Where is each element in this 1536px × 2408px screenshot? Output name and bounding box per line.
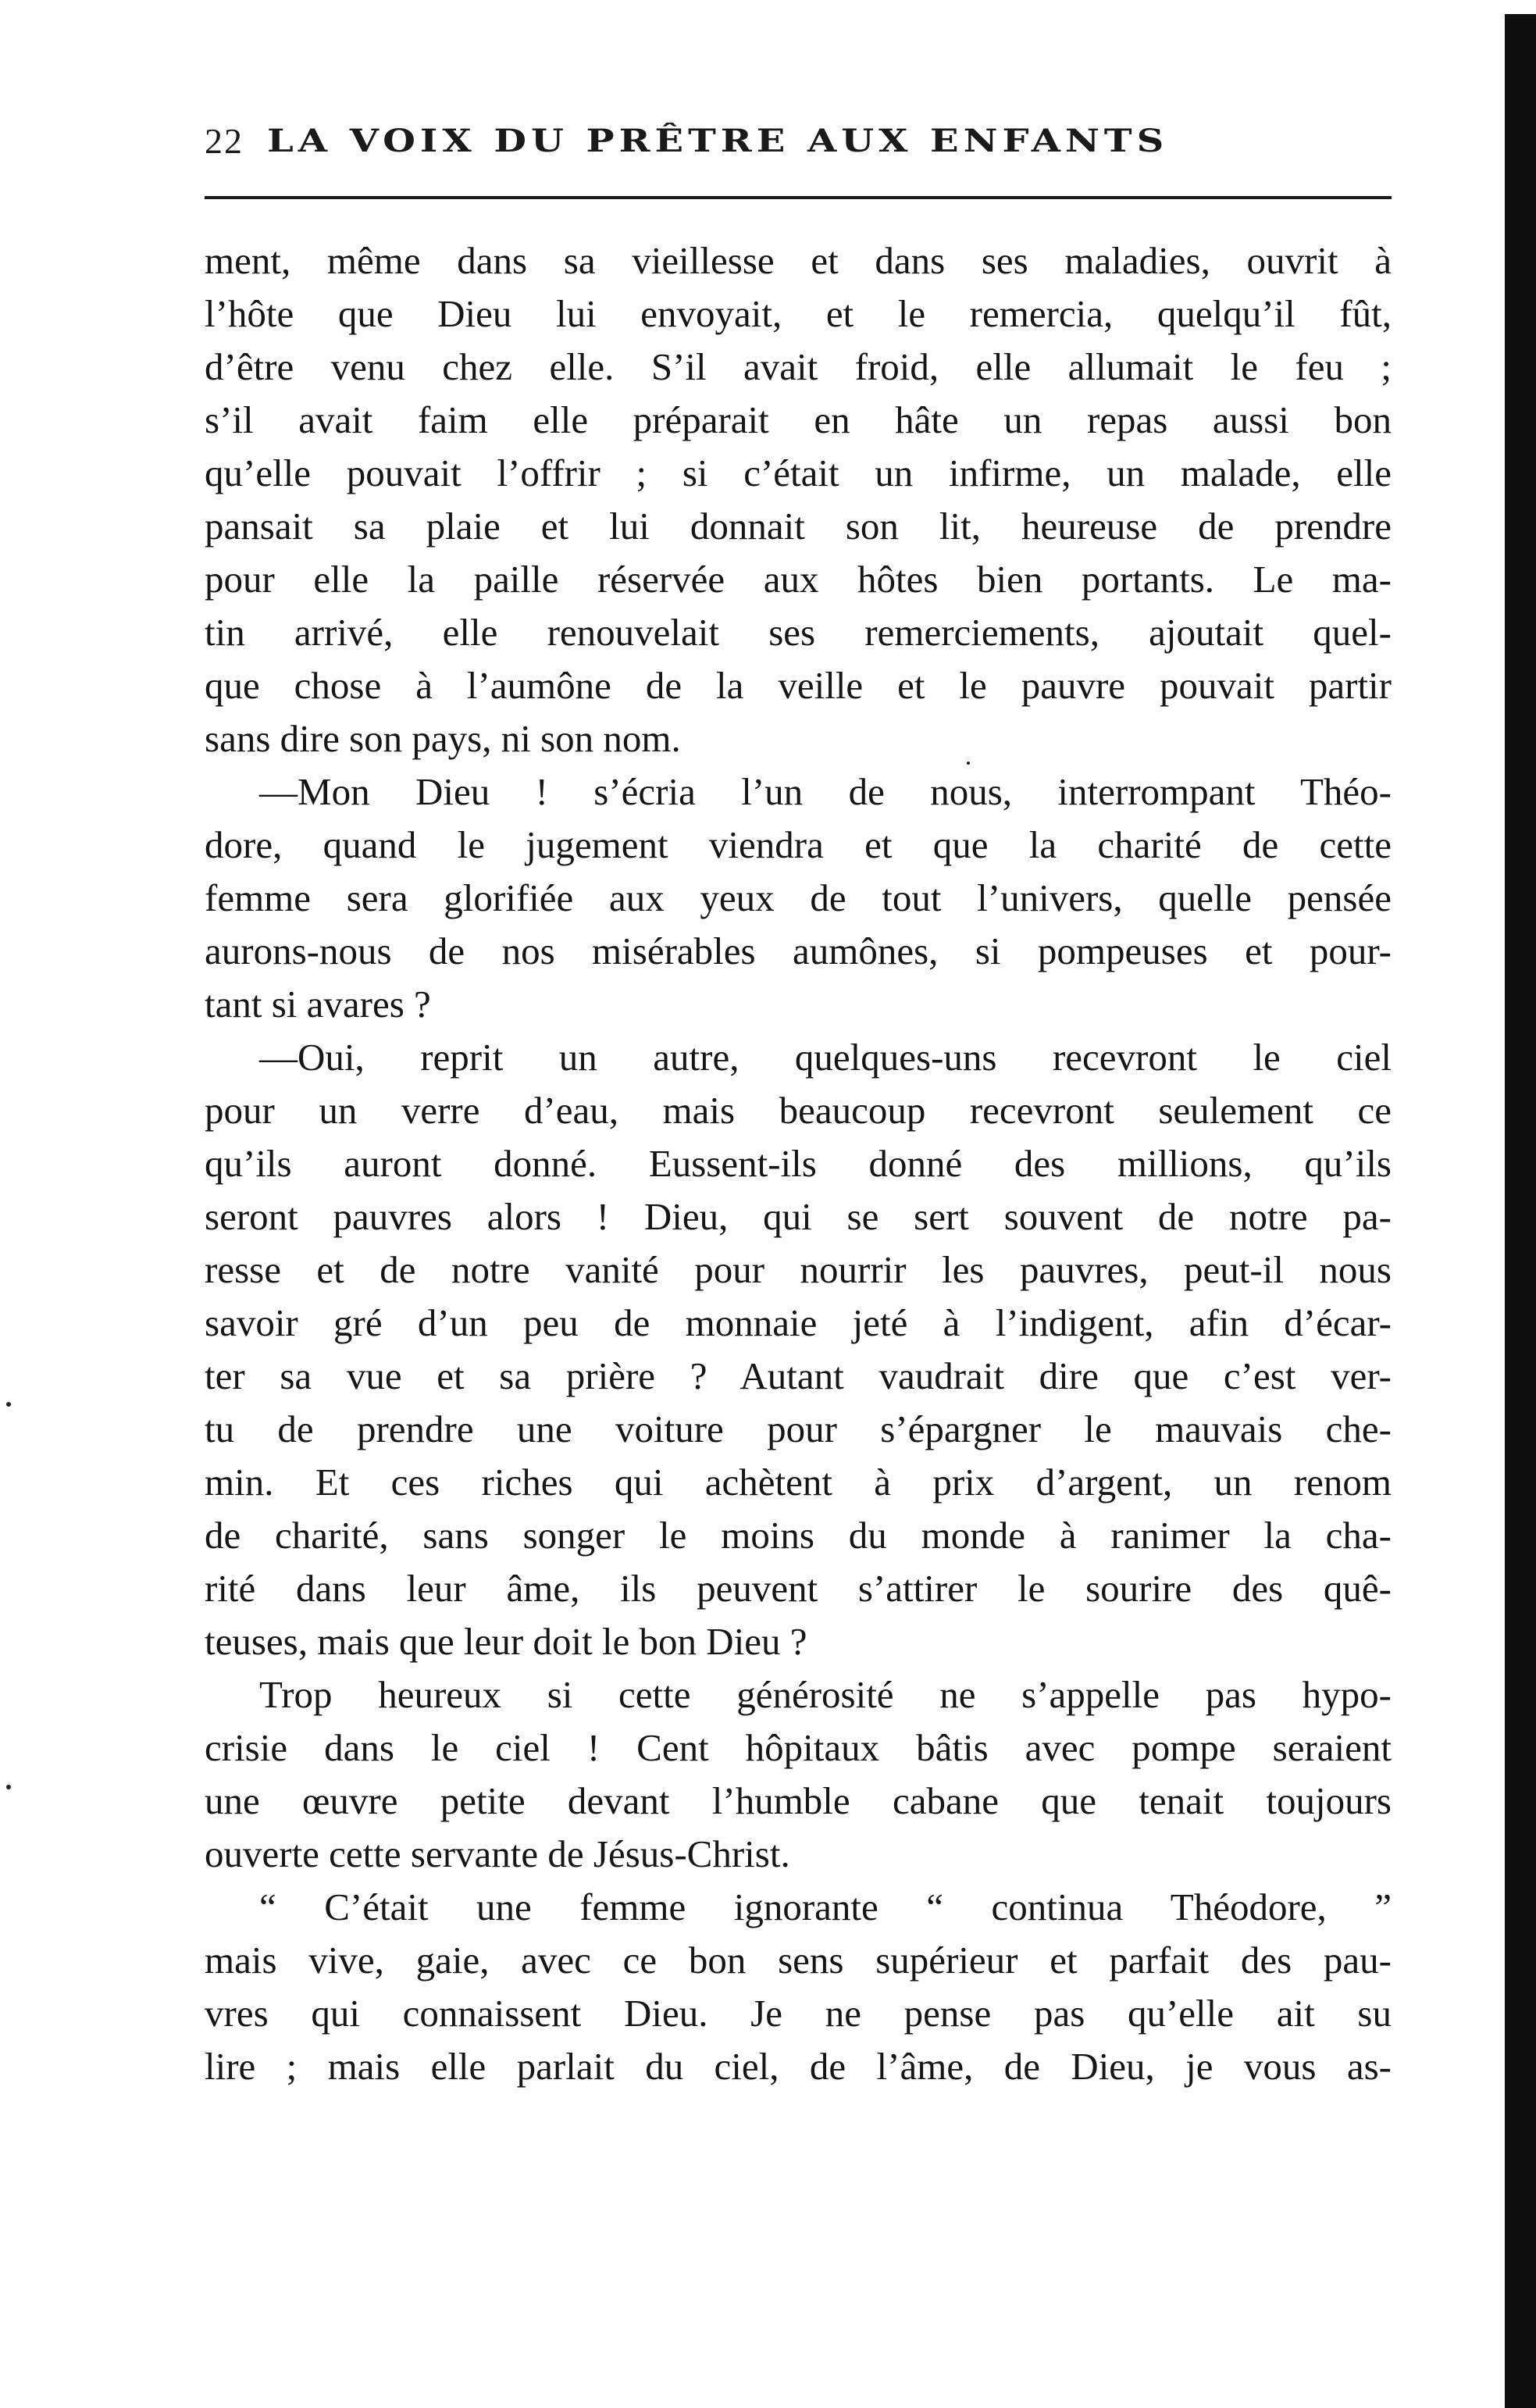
text-line: une œuvre petite devant l’humble cabane que tenait toujours xyxy=(205,1779,1392,1822)
text-line: “ C’était une femme ignorante “ continua Théodore, ” xyxy=(259,1885,1392,1928)
text-line: min. Et ces riches qui achètent à prix d’argent, un renom xyxy=(205,1461,1392,1504)
text-line: tu de prendre une voiture pour s’épargner le mauvais che- xyxy=(205,1407,1392,1450)
text-line: aurons-nous de nos misérables aumônes, si pompeuses et pour- xyxy=(205,929,1392,972)
text-line: lire ; mais elle parlait du ciel, de l’âme, de Dieu, je vous as- xyxy=(205,2045,1392,2088)
scan-speck xyxy=(6,1785,11,1789)
text-line: que chose à l’aumône de la veille et le pauvre pouvait partir xyxy=(205,664,1392,707)
text-line: crisie dans le ciel ! Cent hôpitaux bâtis avec pompe seraient xyxy=(205,1726,1392,1769)
text-line: pour elle la paille réservée aux hôtes bien portants. Le ma- xyxy=(205,558,1392,601)
text-line: mais vive, gaie, avec ce bon sens supérieur et parfait des pau- xyxy=(205,1939,1392,1982)
text-line: ouverte cette servante de Jésus-Christ. xyxy=(205,1832,790,1875)
text-line: seront pauvres alors ! Dieu, qui se sert souvent de notre pa- xyxy=(205,1195,1392,1238)
text-line: pansait sa plaie et lui donnait son lit, heureuse de prendre xyxy=(205,505,1392,548)
text-line: resse et de notre vanité pour nourrir les pauvres, peut-il nous xyxy=(205,1248,1392,1291)
text-line: tin arrivé, elle renouvelait ses remerciements, ajoutait quel- xyxy=(205,611,1392,654)
text-line: rité dans leur âme, ils peuvent s’attirer le sourire des quê- xyxy=(205,1567,1392,1610)
text-line: savoir gré d’un peu de monnaie jeté à l’indigent, afin d’écar- xyxy=(205,1301,1392,1344)
text-line: l’hôte que Dieu lui envoyait, et le remercia, quelqu’il fût, xyxy=(205,292,1392,335)
page-number: 22 xyxy=(205,120,244,161)
text-line: sans dire son pays, ni son nom. xyxy=(205,717,681,760)
scan-speck xyxy=(6,1402,11,1407)
text-line: qu’elle pouvait l’offrir ; si c’était un infirme, un malade, elle xyxy=(205,451,1392,494)
text-line: de charité, sans songer le moins du monde à ranimer la cha- xyxy=(205,1514,1392,1557)
text-line: Trop heureux si cette générosité ne s’appelle pas hypo- xyxy=(259,1673,1392,1716)
text-line: qu’ils auront donné. Eussent-ils donné des millions, qu’ils xyxy=(205,1142,1392,1185)
scan-speck xyxy=(967,762,970,765)
text-line: —Mon Dieu ! s’écria l’un de nous, interrompant Théo- xyxy=(259,770,1392,813)
text-line: s’il avait faim elle préparait en hâte un repas aussi bon xyxy=(205,398,1392,441)
text-line: ter sa vue et sa prière ? Autant vaudrait dire que c’est ver- xyxy=(205,1354,1392,1397)
running-head: LA VOIX DU PRÊTRE AUX ENFANTS xyxy=(267,122,1169,159)
text-line: dore, quand le jugement viendra et que la charité de cette xyxy=(205,823,1392,866)
text-line: femme sera glorifiée aux yeux de tout l’univers, quelle pensée xyxy=(205,876,1392,919)
text-line: vres qui connaissent Dieu. Je ne pense pas qu’elle ait su xyxy=(205,1992,1392,2035)
page-header xyxy=(205,113,1376,168)
body-text xyxy=(205,234,1392,2093)
text-line: d’être venu chez elle. S’il avait froid, elle allumait le feu ; xyxy=(205,345,1392,388)
text-line: —Oui, reprit un autre, quelques-uns recevront le ciel xyxy=(259,1036,1392,1079)
text-line: tant si avares ? xyxy=(205,983,431,1026)
scan-edge-bar xyxy=(1505,14,1536,2408)
header-rule xyxy=(205,196,1392,199)
text-line: teuses, mais que leur doit le bon Dieu ? xyxy=(205,1620,807,1663)
text-line: pour un verre d’eau, mais beaucoup recevront seulement ce xyxy=(205,1089,1392,1132)
text-line: ment, même dans sa vieillesse et dans ses maladies, ouvrit à xyxy=(205,239,1392,282)
